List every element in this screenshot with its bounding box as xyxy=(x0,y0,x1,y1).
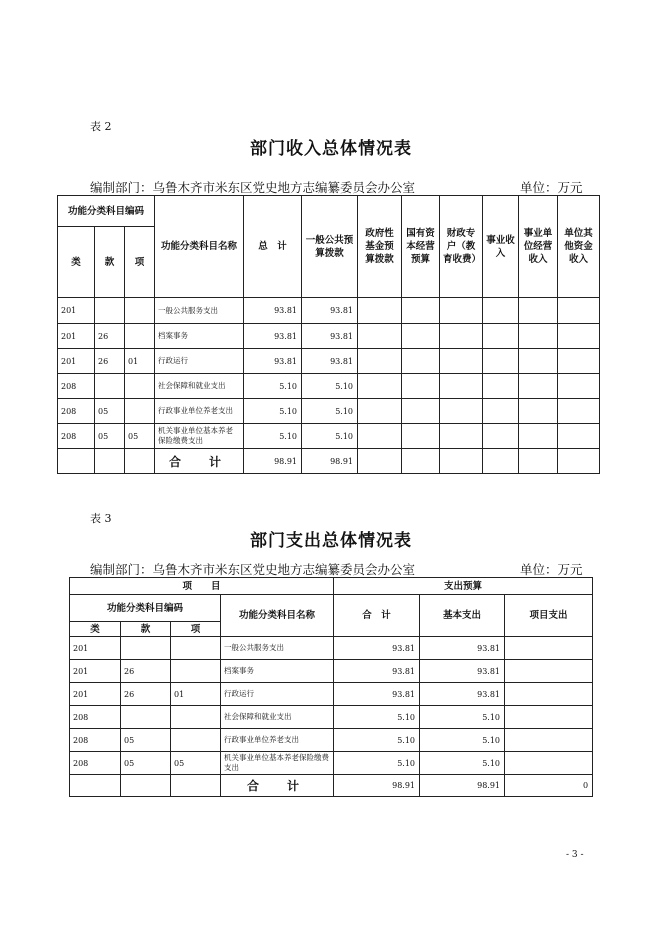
sum-basic: 98.91 xyxy=(420,775,505,797)
table-row xyxy=(58,298,600,324)
xiang-header: 项 xyxy=(125,227,155,298)
state-capital-header: 国有资本经营预算 xyxy=(402,196,440,298)
kuan-cell: 26 xyxy=(95,324,125,349)
project-cell xyxy=(505,683,593,706)
name-cell: 档案事务 xyxy=(221,660,334,683)
income-table xyxy=(57,195,600,474)
empty-cell xyxy=(402,349,440,374)
empty-cell xyxy=(358,374,402,399)
kuan-header: 款 xyxy=(121,622,171,637)
xiang-cell xyxy=(171,660,221,683)
empty-cell xyxy=(483,399,519,424)
table-row xyxy=(58,374,600,399)
table2-title: 部门收入总体情况表 xyxy=(250,139,412,159)
empty-cell xyxy=(358,324,402,349)
table-row xyxy=(70,729,593,752)
empty-cell xyxy=(402,399,440,424)
name-cell: 行政事业单位养老支出 xyxy=(221,729,334,752)
empty-cell xyxy=(519,374,558,399)
empty-cell xyxy=(558,374,600,399)
name-cell: 一般公共服务支出 xyxy=(155,298,244,324)
sum-project: 0 xyxy=(505,775,593,797)
empty-cell xyxy=(440,374,483,399)
empty-cell xyxy=(558,324,600,349)
empty-cell xyxy=(402,298,440,324)
total-cell: 93.81 xyxy=(334,637,420,660)
kuan-cell: 05 xyxy=(121,729,171,752)
table-row xyxy=(70,752,593,775)
xiang-cell xyxy=(125,298,155,324)
empty-cell xyxy=(440,424,483,449)
total-cell: 5.10 xyxy=(244,374,302,399)
general-cell: 93.81 xyxy=(302,298,358,324)
kuan-cell: 26 xyxy=(121,660,171,683)
basic-cell: 93.81 xyxy=(420,660,505,683)
empty-cell xyxy=(402,374,440,399)
name-cell: 机关事业单位基本养老保险缴费支出 xyxy=(155,424,244,449)
name-header: 功能分类科目名称 xyxy=(221,595,334,637)
empty-cell xyxy=(519,349,558,374)
project-expense-header: 项目支出 xyxy=(505,595,593,637)
general-cell: 93.81 xyxy=(302,349,358,374)
lei-cell: 201 xyxy=(70,660,121,683)
lei-cell: 208 xyxy=(58,424,95,449)
lei-cell: 201 xyxy=(70,637,121,660)
total-cell: 93.81 xyxy=(244,324,302,349)
career-income-header: 事业收入 xyxy=(483,196,519,298)
table2-unit: 单位：万元 xyxy=(520,180,583,195)
item-header: 项 目 xyxy=(70,578,334,595)
empty-cell xyxy=(358,298,402,324)
budget-header: 支出预算 xyxy=(334,578,593,595)
xiang-cell xyxy=(125,399,155,424)
kuan-cell: 05 xyxy=(95,424,125,449)
empty-cell xyxy=(358,399,402,424)
operating-income-header: 事业单位经营收入 xyxy=(519,196,558,298)
kuan-cell: 26 xyxy=(95,349,125,374)
empty-cell xyxy=(558,349,600,374)
lei-cell: 208 xyxy=(70,752,121,775)
basic-cell: 93.81 xyxy=(420,683,505,706)
empty-cell xyxy=(440,324,483,349)
xiang-cell xyxy=(171,729,221,752)
project-cell xyxy=(505,752,593,775)
basic-expense-header: 基本支出 xyxy=(420,595,505,637)
kuan-cell xyxy=(95,298,125,324)
total-cell: 93.81 xyxy=(334,683,420,706)
project-cell xyxy=(505,660,593,683)
total-cell: 93.81 xyxy=(244,349,302,374)
xiang-cell xyxy=(125,374,155,399)
xiang-cell xyxy=(125,324,155,349)
table3-dept: 编制部门：乌鲁木齐市米东区党史地方志编纂委员会办公室 xyxy=(90,562,416,577)
xiang-cell xyxy=(171,637,221,660)
name-cell: 机关事业单位基本养老保险缴费支出 xyxy=(221,752,334,775)
empty-cell xyxy=(402,424,440,449)
empty-cell xyxy=(483,324,519,349)
xiang-cell: 05 xyxy=(171,752,221,775)
page-number: - 3 - xyxy=(566,850,584,860)
empty-cell xyxy=(483,374,519,399)
name-cell: 一般公共服务支出 xyxy=(221,637,334,660)
table-row xyxy=(58,324,600,349)
sum-total: 98.91 xyxy=(244,449,302,474)
general-cell: 5.10 xyxy=(302,374,358,399)
basic-cell: 5.10 xyxy=(420,729,505,752)
project-cell xyxy=(505,706,593,729)
name-header: 功能分类科目名称 xyxy=(155,196,244,298)
empty-cell xyxy=(519,424,558,449)
name-cell: 社会保障和就业支出 xyxy=(155,374,244,399)
table3-unit: 单位：万元 xyxy=(520,562,583,577)
total-cell: 5.10 xyxy=(334,752,420,775)
table3-title: 部门支出总体情况表 xyxy=(250,531,412,551)
basic-cell: 5.10 xyxy=(420,752,505,775)
basic-cell: 5.10 xyxy=(420,706,505,729)
general-cell: 5.10 xyxy=(302,399,358,424)
table2-label: 表 2 xyxy=(90,120,112,133)
code-group-header: 功能分类科目编码 xyxy=(70,595,221,622)
table-row xyxy=(58,399,600,424)
sum-total: 98.91 xyxy=(334,775,420,797)
kuan-cell xyxy=(121,637,171,660)
lei-cell: 208 xyxy=(70,729,121,752)
table2-dept: 编制部门：乌鲁木齐市米东区党史地方志编纂委员会办公室 xyxy=(90,180,416,195)
table-row xyxy=(58,424,600,449)
general-cell: 93.81 xyxy=(302,324,358,349)
table-row xyxy=(58,349,600,374)
empty-cell xyxy=(519,298,558,324)
lei-header: 类 xyxy=(70,622,121,637)
empty-cell xyxy=(358,349,402,374)
xiang-cell xyxy=(171,706,221,729)
empty-cell xyxy=(358,424,402,449)
empty-cell xyxy=(558,298,600,324)
other-income-header: 单位其他资金收入 xyxy=(558,196,600,298)
empty-cell xyxy=(483,298,519,324)
code-group-header: 功能分类科目编码 xyxy=(58,196,155,227)
total-cell: 5.10 xyxy=(334,706,420,729)
special-account-header: 财政专户（教育收费） xyxy=(440,196,483,298)
lei-cell: 208 xyxy=(58,374,95,399)
lei-cell: 208 xyxy=(58,399,95,424)
xiang-header: 项 xyxy=(171,622,221,637)
xiang-cell: 01 xyxy=(125,349,155,374)
general-budget-header: 一般公共预算拨款 xyxy=(302,196,358,298)
xiang-cell: 01 xyxy=(171,683,221,706)
empty-cell xyxy=(440,399,483,424)
project-cell xyxy=(505,637,593,660)
name-cell: 行政事业单位养老支出 xyxy=(155,399,244,424)
sum-label: 合 计 xyxy=(155,449,244,474)
lei-cell: 201 xyxy=(58,349,95,374)
total-cell: 5.10 xyxy=(334,729,420,752)
empty-cell xyxy=(483,349,519,374)
empty-cell xyxy=(558,399,600,424)
total-cell: 5.10 xyxy=(244,399,302,424)
empty-cell xyxy=(519,399,558,424)
fund-budget-header: 政府性基金预算拨款 xyxy=(358,196,402,298)
expense-table xyxy=(69,577,593,797)
empty-cell xyxy=(440,298,483,324)
table-row xyxy=(70,683,593,706)
total-cell: 93.81 xyxy=(334,660,420,683)
general-cell: 5.10 xyxy=(302,424,358,449)
total-header: 合 计 xyxy=(334,595,420,637)
total-cell: 93.81 xyxy=(244,298,302,324)
table-row xyxy=(70,637,593,660)
total-cell: 5.10 xyxy=(244,424,302,449)
lei-header: 类 xyxy=(58,227,95,298)
name-cell: 社会保障和就业支出 xyxy=(221,706,334,729)
lei-cell: 201 xyxy=(58,324,95,349)
sum-label: 合 计 xyxy=(221,775,334,797)
kuan-cell: 05 xyxy=(95,399,125,424)
table-row xyxy=(70,706,593,729)
total-header: 总 计 xyxy=(244,196,302,298)
sum-general: 98.91 xyxy=(302,449,358,474)
empty-cell xyxy=(402,324,440,349)
lei-cell: 208 xyxy=(70,706,121,729)
kuan-cell xyxy=(95,374,125,399)
kuan-cell: 26 xyxy=(121,683,171,706)
kuan-header: 款 xyxy=(95,227,125,298)
name-cell: 档案事务 xyxy=(155,324,244,349)
empty-cell xyxy=(483,424,519,449)
lei-cell: 201 xyxy=(58,298,95,324)
empty-cell xyxy=(558,424,600,449)
xiang-cell: 05 xyxy=(125,424,155,449)
basic-cell: 93.81 xyxy=(420,637,505,660)
project-cell xyxy=(505,729,593,752)
lei-cell: 201 xyxy=(70,683,121,706)
name-cell: 行政运行 xyxy=(155,349,244,374)
empty-cell xyxy=(519,324,558,349)
table-row xyxy=(70,660,593,683)
table3-label: 表 3 xyxy=(90,512,112,525)
kuan-cell: 05 xyxy=(121,752,171,775)
kuan-cell xyxy=(121,706,171,729)
name-cell: 行政运行 xyxy=(221,683,334,706)
empty-cell xyxy=(440,349,483,374)
